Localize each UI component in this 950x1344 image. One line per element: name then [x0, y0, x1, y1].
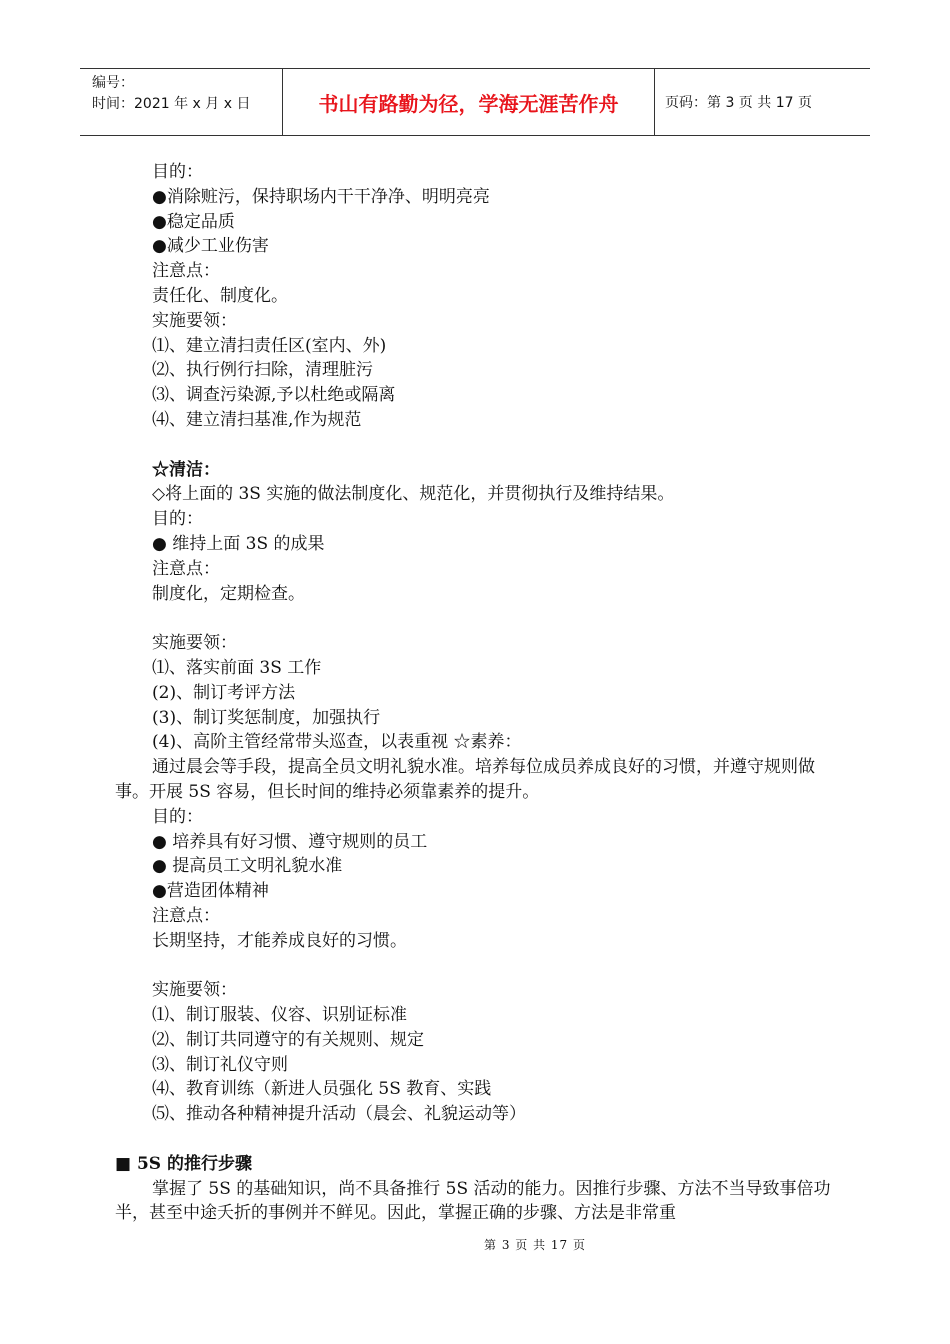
- list-item: ⑴、制订服装、仪容、识别证标准: [152, 1005, 407, 1026]
- header-meta: [80, 69, 283, 135]
- list-item: ⑴、落实前面 3S 工作: [152, 657, 322, 678]
- list-item: ⑴、建立清扫责任区(室内、外): [152, 335, 387, 356]
- list-item: ⑵、执行例行扫除，清理脏污: [152, 360, 373, 381]
- note-label: 注意点：: [152, 261, 220, 282]
- list-item: ●减少工业伤害: [152, 236, 269, 257]
- header-page-info: 页码：第 3 页 共 17 页: [665, 95, 812, 111]
- list-item: ● 维持上面 3S 的成果: [152, 533, 325, 554]
- page-header: [80, 68, 870, 136]
- list-item: (2)、制订考评方法: [152, 682, 296, 703]
- list-item: (3)、制订奖惩制度，加强执行: [152, 707, 381, 728]
- note-text: 责任化、制度化。: [152, 285, 288, 306]
- section-title: ☆清洁：: [152, 459, 220, 480]
- list-item: ⑵、制订共同遵守的有关规则、规定: [152, 1029, 424, 1050]
- section-desc: 通过晨会等手段，提高全员文明礼貌水准。培养每位成员养成良好的习惯，并遵守规则做事。开展 5S 容易，但长时间的维持必须靠素养的提升。: [115, 757, 815, 802]
- list-item: ●消除赃污，保持职场内干干净净、明明亮亮: [152, 186, 490, 207]
- list-item: ●稳定品质: [152, 211, 235, 232]
- time-label: 时间：2021 年 x 月 x 日: [92, 96, 251, 112]
- impl-label: 实施要领：: [152, 633, 237, 654]
- section-desc: ◇将上面的 3S 实施的做法制度化、规范化，并贯彻执行及维持结果。: [152, 484, 675, 505]
- header-motto: 书山有路勤为径，学海无涯苦作舟: [283, 69, 655, 135]
- note-text: 长期坚持，才能养成良好的习惯。: [152, 930, 407, 951]
- impl-label: 实施要领：: [152, 980, 237, 1001]
- section-title: ■ 5S 的推行步骤: [115, 1153, 253, 1174]
- section-desc: 掌握了 5S 的基础知识，尚不具备推行 5S 活动的能力。因推行步骤、方法不当导致事倍功半，甚至中途夭折的事例并不鲜见。因此，掌握正确的步骤、方法是非常重: [115, 1178, 831, 1224]
- list-item: ● 提高员工文明礼貌水准: [152, 856, 343, 877]
- list-item: ⑶、制订礼仪守则: [152, 1054, 288, 1075]
- impl-label: 实施要领：: [152, 310, 237, 331]
- list-item: ● 培养具有好习惯、遵守规则的员工: [152, 831, 428, 852]
- purpose-label: 目的：: [152, 162, 203, 182]
- purpose-label: 目的：: [152, 509, 203, 530]
- note-label: 注意点：: [152, 558, 220, 579]
- document-body: [115, 160, 840, 1226]
- page-footer: 第 3 页 共 17 页: [484, 1238, 586, 1252]
- list-item: ⑶、调查污染源,予以杜绝或隔离: [152, 385, 396, 406]
- list-item: ⑷、建立清扫基准,作为规范: [152, 409, 362, 430]
- code-label: 编号：: [92, 75, 134, 91]
- list-item: ●营造团体精神: [152, 881, 269, 902]
- list-item: (4)、高阶主管经常带头巡查，以表重视 ☆素养：: [152, 732, 522, 753]
- list-item: ⑸、推动各种精神提升活动（晨会、礼貌运动等）: [152, 1104, 526, 1125]
- purpose-label: 目的：: [152, 806, 203, 827]
- list-item: ⑷、教育训练（新进人员强化 5S 教育、实践: [152, 1079, 492, 1100]
- note-text: 制度化，定期检查。: [152, 583, 305, 604]
- note-label: 注意点：: [152, 905, 220, 926]
